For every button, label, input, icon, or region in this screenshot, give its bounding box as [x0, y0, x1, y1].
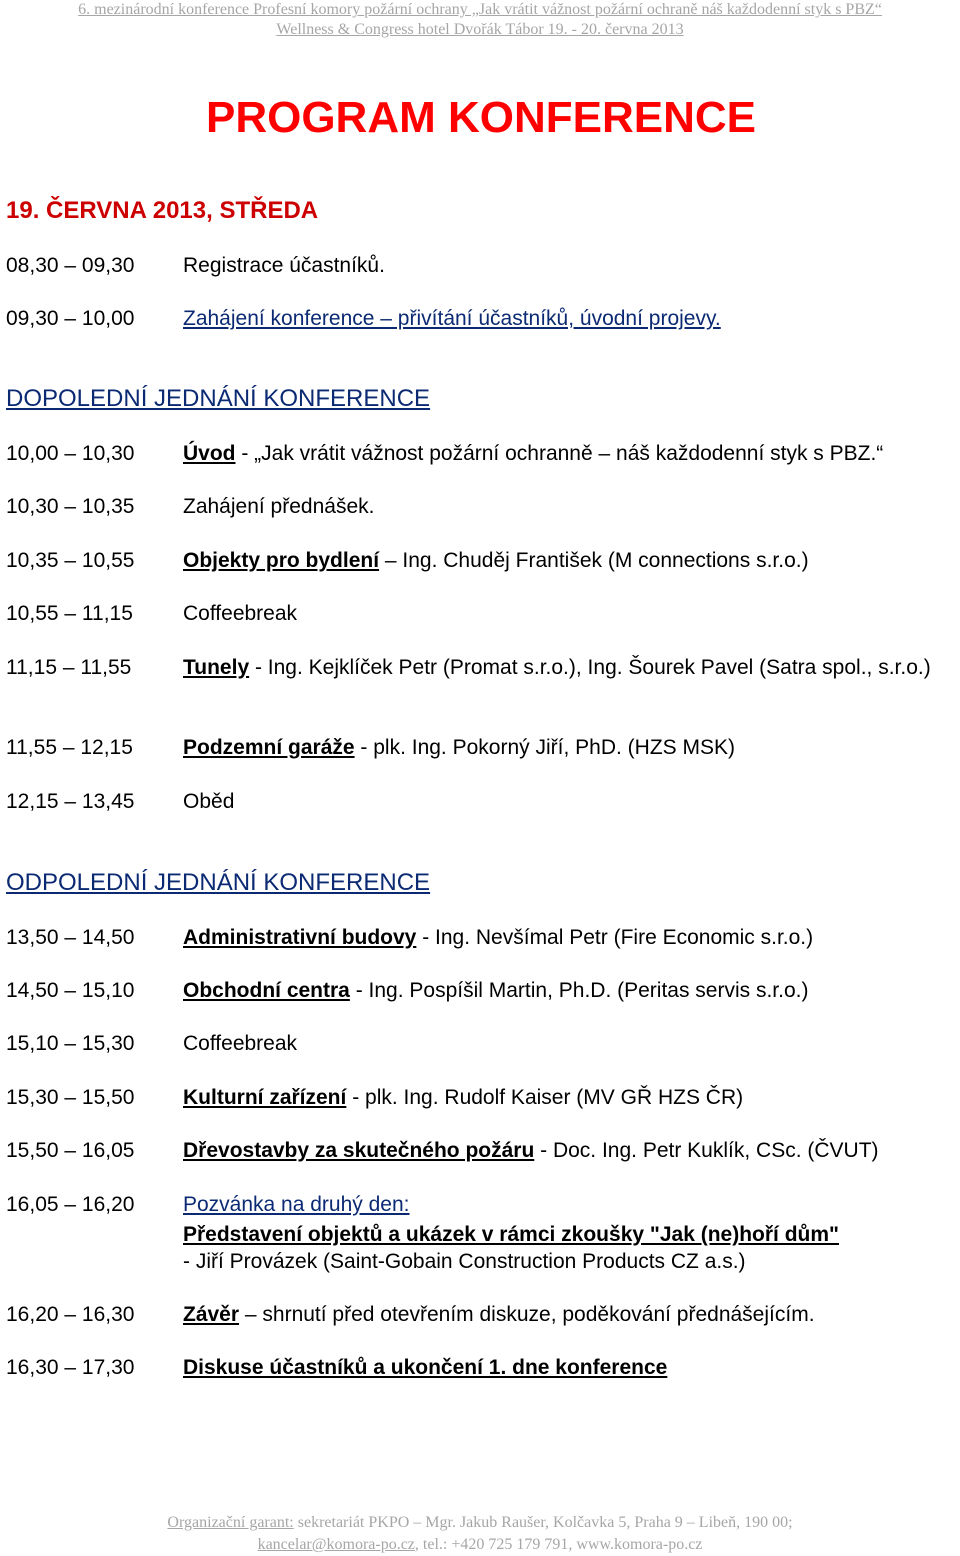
row-text: Registrace účastníků.	[183, 254, 385, 277]
footer-organizer	[0, 1512, 960, 1534]
invite-presenter: - Jiří Provázek (Saint-Gobain Construction Products CZ a.s.)	[183, 1250, 746, 1273]
row-text: Coffeebreak	[183, 1032, 298, 1055]
row-topic: Úvod	[183, 442, 236, 465]
row-time: 15,50 – 16,05	[6, 1139, 135, 1162]
row-time: 15,30 – 15,50	[6, 1086, 135, 1109]
invite-label-link[interactable]: Pozvánka na druhý den:	[183, 1193, 410, 1216]
row-time: 10,30 – 10,35	[6, 495, 135, 518]
section-heading-morning: DOPOLEDNÍ JEDNÁNÍ KONFERENCE	[6, 385, 431, 412]
row-time: 10,00 – 10,30	[6, 442, 135, 465]
row-time: 16,20 – 16,30	[6, 1303, 135, 1326]
header-venue	[0, 20, 960, 40]
row-time: 10,35 – 10,55	[6, 549, 135, 572]
row-topic: Tunely	[183, 656, 250, 679]
row-text	[183, 440, 956, 467]
row-topic: Diskuse účastníků a ukončení 1. dne konference	[183, 1356, 668, 1379]
row-detail: - Doc. Ing. Petr Kuklík, CSc. (ČVUT)	[534, 1139, 879, 1162]
row-detail: - plk. Ing. Rudolf Kaiser (MV GŘ HZS ČR)	[346, 1086, 744, 1109]
row-text	[183, 924, 956, 951]
row-time: 16,30 – 17,30	[6, 1356, 135, 1379]
row-text	[183, 1191, 956, 1275]
row-text	[183, 734, 956, 761]
row-detail: - „Jak vrátit vážnost požární ochranně – náš každodenní styk s PBZ.“	[235, 442, 884, 465]
row-detail: – shrnutí před otevřením diskuze, poděkování přednášejícím.	[239, 1303, 815, 1326]
header-conference-name: 6. mezinárodní konference Profesní komory požární ochrany „Jak vrátit vážnost požární ochraně náš každodenní styk s PBZ“	[78, 1, 882, 18]
row-topic: Závěr	[183, 1303, 240, 1326]
row-detail: - plk. Ing. Pokorný Jiří, PhD. (HZS MSK)	[354, 736, 735, 759]
invite-topic: Představení objektů a ukázek v rámci zkoušky "Jak (ne)hoří dům"	[183, 1223, 839, 1246]
header-venue-text: Wellness & Congress hotel Dvořák Tábor 19. - 20. června 2013	[276, 21, 684, 38]
footer-garant-text: sekretariát PKPO – Mgr. Jakub Raušer, Kolčavka 5, Praha 9 – Libeň, 190 00;	[293, 1514, 793, 1531]
row-topic: Podzemní garáže	[183, 736, 355, 759]
row-detail: - Ing. Pospíšil Martin, Ph.D. (Peritas servis s.r.o.)	[349, 979, 809, 1002]
row-topic: Obchodní centra	[183, 979, 350, 1002]
row-text	[183, 547, 956, 574]
row-detail: – Ing. Chuděj František (M connections s.r.o.)	[379, 549, 809, 572]
row-text: Oběd	[183, 790, 235, 813]
row-text	[183, 1137, 956, 1164]
row-time: 12,15 – 13,45	[6, 790, 135, 813]
row-time: 15,10 – 15,30	[6, 1032, 135, 1055]
row-text	[183, 1084, 956, 1111]
page-title: PROGRAM KONFERENCE	[205, 93, 757, 142]
conference-header	[0, 0, 960, 40]
row-detail: - Ing. Nevšímal Petr (Fire Economic s.r.o.)	[416, 926, 814, 949]
row-text: Zahájení přednášek.	[183, 495, 375, 518]
opening-link[interactable]: Zahájení konference – přivítání účastníků, úvodní projevy.	[183, 307, 721, 330]
footer-contact	[0, 1534, 960, 1556]
row-time: 14,50 – 15,10	[6, 979, 135, 1002]
row-topic: Dřevostavby za skutečného požáru	[183, 1139, 535, 1162]
row-time: 10,55 – 11,15	[6, 602, 133, 625]
day-heading: 19. ČERVNA 2013, STŘEDA	[6, 197, 319, 224]
row-text: Coffeebreak	[183, 602, 298, 625]
row-topic: Objekty pro bydlení	[183, 549, 380, 572]
row-time: 09,30 – 10,00	[6, 307, 135, 330]
footer-email-link[interactable]: kancelar@komora-po.cz	[257, 1536, 415, 1553]
schedule-row-invite	[6, 1191, 956, 1275]
footer-contact-text: , tel.: +420 725 179 791, www.komora-po.cz	[414, 1536, 703, 1553]
row-time: 13,50 – 14,50	[6, 926, 135, 949]
footer-garant-label: Organizační garant:	[167, 1514, 294, 1531]
row-time: 16,05 – 16,20	[6, 1193, 135, 1216]
row-topic: Kulturní zařízení	[183, 1086, 347, 1109]
row-text	[183, 1354, 956, 1381]
row-text	[183, 977, 956, 1004]
row-topic: Administrativní budovy	[183, 926, 417, 949]
row-text	[183, 1301, 956, 1328]
row-time: 11,15 – 11,55	[6, 656, 132, 679]
row-detail: - Ing. Kejklíček Petr (Promat s.r.o.), Ing. Šourek Pavel (Satra spol., s.r.o.)	[249, 656, 931, 679]
section-heading-afternoon: ODPOLEDNÍ JEDNÁNÍ KONFERENCE	[6, 869, 431, 896]
row-text	[183, 305, 956, 332]
row-time: 11,55 – 12,15	[6, 736, 133, 759]
row-time: 08,30 – 09,30	[6, 254, 135, 277]
row-text	[183, 654, 956, 681]
